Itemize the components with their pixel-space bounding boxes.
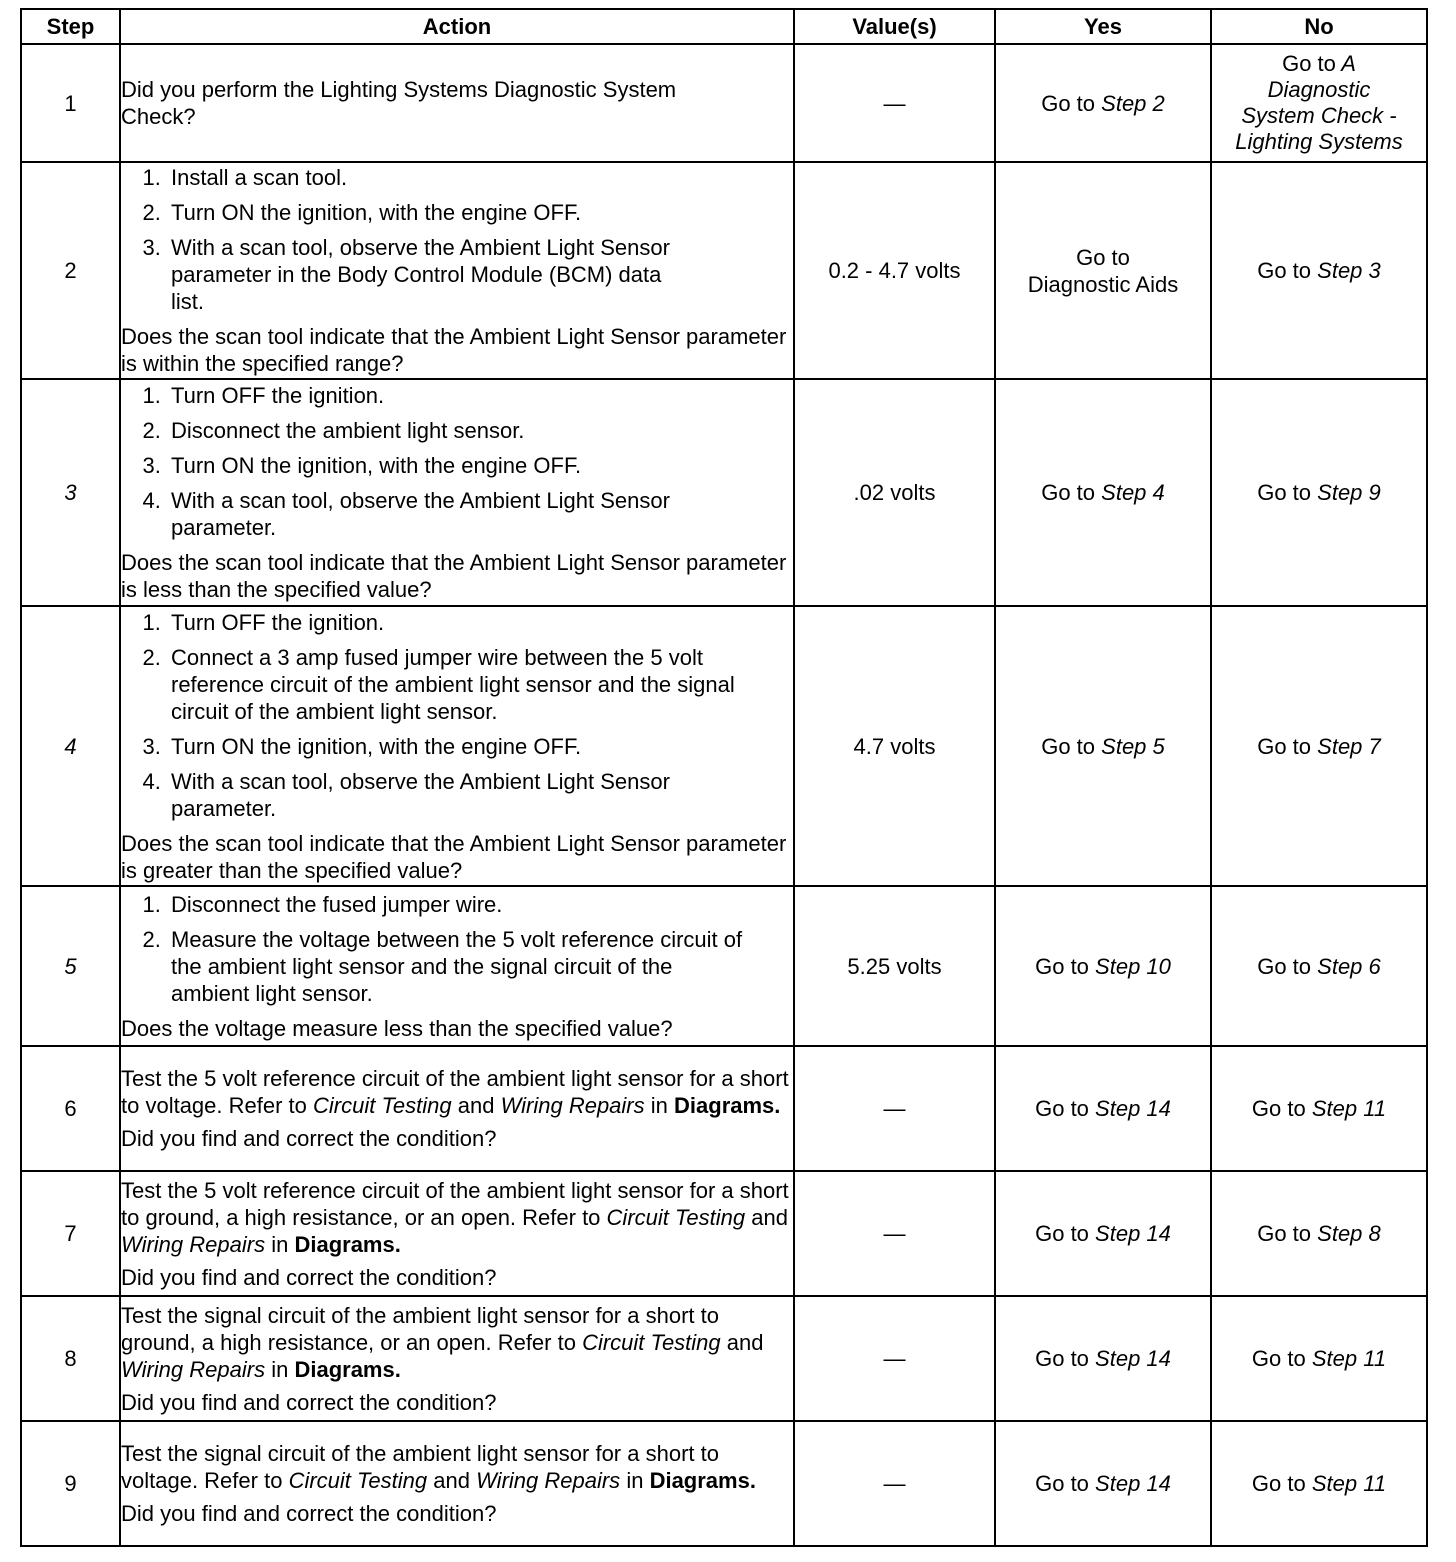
no-ref-line3: System Check - (1241, 103, 1397, 128)
table-row (21, 162, 1427, 379)
header-yes: Yes (995, 9, 1211, 44)
header-values: Value(s) (794, 9, 995, 44)
ref-diagrams: Diagrams. (294, 1356, 401, 1382)
ref-diagrams: Diagrams. (649, 1468, 756, 1493)
action-cell (120, 44, 794, 162)
header-row (21, 9, 1427, 44)
no-step-ref: Step 11 (1311, 1346, 1387, 1371)
yes-step-ref: Step 4 (1101, 480, 1165, 505)
step-number: 5 (21, 886, 120, 1046)
no-cell (1211, 606, 1427, 886)
step-number: 2 (21, 162, 120, 379)
ref-diagrams: Diagrams. (294, 1231, 401, 1257)
yes-cell (995, 1046, 1211, 1171)
go-to-label: Go to (1251, 1346, 1306, 1371)
go-to-label: Go to (1257, 480, 1312, 505)
action-text-main: Test the 5 volt reference circuit of the ambient light sensor for a short to voltage. Refer to (121, 1066, 789, 1118)
yes-step-ref: Step 14 (1095, 1346, 1171, 1371)
action-step-item: 1. Install a scan tool. (167, 164, 793, 191)
action-cell (120, 162, 794, 379)
action-step-item: 2. Connect a 3 amp fused jumper wire between the 5 volt reference circuit of the ambient light sensor and the signal circuit of the ambient light sensor. (167, 644, 793, 725)
no-ref-line1: A (1341, 51, 1356, 76)
diagnostic-table (20, 8, 1428, 1547)
yes-cell (995, 44, 1211, 162)
ref-and: and (726, 1329, 764, 1355)
go-to-label: Go to (1076, 244, 1130, 270)
action-question: Did you perform the Lighting Systems Diagnostic System Check? (121, 77, 677, 129)
value-cell: 4.7 volts (794, 606, 995, 886)
ref-circuit-testing: Circuit Testing (582, 1329, 721, 1355)
value-cell: — (794, 1421, 995, 1546)
action-step-item: 2. Disconnect the ambient light sensor. (167, 417, 793, 444)
go-to-label: Go to (1257, 733, 1312, 759)
no-step-ref: Step 7 (1317, 733, 1381, 759)
ref-wiring-repairs: Wiring Repairs (121, 1231, 266, 1257)
ref-in: in (650, 1093, 668, 1118)
go-to-label: Go to (1041, 90, 1096, 116)
ref-wiring-repairs: Wiring Repairs (476, 1468, 621, 1493)
value-cell: — (794, 1296, 995, 1421)
no-cell (1211, 1046, 1427, 1171)
table-row (21, 606, 1427, 886)
ref-in: in (626, 1468, 644, 1493)
yes-step-ref: Step 14 (1095, 1221, 1171, 1246)
action-text (121, 1177, 793, 1258)
go-to-label: Go to (1041, 480, 1096, 505)
action-text-main: Test the signal circuit of the ambient light sensor for a short to ground, a high resistance, or an open. Refer to (121, 1302, 719, 1355)
no-cell (1211, 379, 1427, 606)
action-question: Did you find and correct the condition? (121, 1264, 497, 1290)
ref-circuit-testing: Circuit Testing (313, 1093, 452, 1118)
action-cell (120, 606, 794, 886)
value-cell: — (794, 1046, 995, 1171)
go-to-label: Go to (1035, 953, 1089, 979)
action-question: Did you find and correct the condition? (121, 1501, 497, 1526)
go-to-label: Go to (1282, 51, 1336, 76)
go-to-label: Go to (1035, 1471, 1089, 1496)
value-cell: .02 volts (794, 379, 995, 606)
yes-step-ref: Step 14 (1095, 1471, 1171, 1496)
ref-and: and (751, 1204, 788, 1230)
ref-and: and (457, 1093, 495, 1118)
step-number: 4 (21, 606, 120, 886)
action-cell (120, 1046, 794, 1171)
action-cell (120, 886, 794, 1046)
no-ref-line4: Lighting Systems (1235, 129, 1403, 154)
yes-cell (995, 1421, 1211, 1546)
action-text (121, 1440, 793, 1494)
ref-circuit-testing: Circuit Testing (606, 1204, 746, 1230)
action-step-item: 1. Turn OFF the ignition. (167, 382, 793, 409)
go-to-label: Go to (1257, 258, 1312, 283)
no-cell (1211, 162, 1427, 379)
ref-diagrams: Diagrams. (674, 1093, 781, 1118)
step-number: 9 (21, 1421, 120, 1546)
step-number: 6 (21, 1046, 120, 1171)
action-question: Does the scan tool indicate that the Ambient Light Sensor parameter is within the specified range? (121, 324, 787, 376)
action-step-item: 3. Turn ON the ignition, with the engine OFF. (167, 733, 793, 760)
value-cell: — (794, 1171, 995, 1296)
yes-step-ref: Step 14 (1095, 1096, 1171, 1121)
table-row (21, 44, 1427, 162)
go-to-label: Go to (1035, 1096, 1089, 1121)
action-steps-list (121, 609, 793, 822)
go-to-label: Go to (1251, 1096, 1306, 1121)
no-step-ref: Step 6 (1317, 953, 1381, 979)
value-cell: 5.25 volts (794, 886, 995, 1046)
step-number: 8 (21, 1296, 120, 1421)
yes-step-ref: Step 2 (1101, 90, 1165, 116)
no-cell (1211, 1296, 1427, 1421)
go-to-label: Go to (1035, 1221, 1089, 1246)
action-step-item: 3. With a scan tool, observe the Ambient Light Sensor parameter in the Body Control Module (BCM) data list. (167, 234, 793, 315)
go-to-label: Go to (1035, 1346, 1089, 1371)
ref-and: and (433, 1468, 470, 1493)
no-ref-line2: Diagnostic (1267, 77, 1371, 102)
table-row (21, 1296, 1427, 1421)
no-step-ref: Step 9 (1317, 480, 1381, 505)
no-step-ref: Step 3 (1317, 258, 1381, 283)
go-to-label: Go to (1257, 953, 1312, 979)
ref-in: in (271, 1231, 289, 1257)
action-question: Does the voltage measure less than the specified value? (121, 1015, 673, 1041)
action-question: Does the scan tool indicate that the Ambient Light Sensor parameter is greater than the specified value? (121, 830, 787, 883)
action-step-item: 1. Disconnect the fused jumper wire. (167, 891, 793, 918)
ref-in: in (271, 1356, 289, 1382)
action-question: Does the scan tool indicate that the Ambient Light Sensor parameter is less than the specified value? (121, 550, 787, 602)
yes-step-ref: Step 10 (1095, 953, 1171, 979)
action-cell (120, 379, 794, 606)
action-question: Did you find and correct the condition? (121, 1126, 497, 1151)
no-step-ref: Step 11 (1311, 1096, 1387, 1121)
yes-ref: Diagnostic Aids (1027, 271, 1179, 297)
action-cell (120, 1421, 794, 1546)
action-text (121, 1302, 793, 1383)
table-row (21, 1171, 1427, 1296)
go-to-label: Go to (1041, 733, 1096, 759)
action-step-item: 3. Turn ON the ignition, with the engine OFF. (167, 452, 793, 479)
action-steps-list (121, 382, 793, 541)
yes-step-ref: Step 5 (1101, 733, 1165, 759)
no-cell (1211, 886, 1427, 1046)
table-row (21, 379, 1427, 606)
step-number: 7 (21, 1171, 120, 1296)
go-to-label: Go to (1257, 1221, 1312, 1246)
action-step-item: 1. Turn OFF the ignition. (167, 609, 793, 636)
yes-cell (995, 1171, 1211, 1296)
table-row (21, 886, 1427, 1046)
no-cell (1211, 1421, 1427, 1546)
no-cell (1211, 1171, 1427, 1296)
value-cell: — (794, 44, 995, 162)
ref-circuit-testing: Circuit Testing (288, 1468, 428, 1493)
header-action: Action (120, 9, 794, 44)
action-step-item: 2. Turn ON the ignition, with the engine OFF. (167, 199, 793, 226)
header-step: Step (21, 9, 120, 44)
action-question: Did you find and correct the condition? (121, 1389, 497, 1415)
no-step-ref: Step 11 (1311, 1471, 1387, 1496)
action-step-item: 2. Measure the voltage between the 5 volt reference circuit of the ambient light sensor and the signal circuit of the ambient light sensor. (167, 926, 793, 1007)
action-cell (120, 1296, 794, 1421)
header-no: No (1211, 9, 1427, 44)
ref-wiring-repairs: Wiring Repairs (500, 1093, 645, 1118)
action-steps-list (121, 891, 793, 1007)
table-row (21, 1046, 1427, 1171)
yes-cell (995, 886, 1211, 1046)
value-cell: 0.2 - 4.7 volts (794, 162, 995, 379)
action-cell (120, 1171, 794, 1296)
yes-cell (995, 606, 1211, 886)
step-number: 1 (21, 44, 120, 162)
yes-cell (995, 1296, 1211, 1421)
go-to-label: Go to (1251, 1471, 1306, 1496)
ref-wiring-repairs: Wiring Repairs (121, 1356, 266, 1382)
yes-cell (995, 162, 1211, 379)
action-text-main: Test the signal circuit of the ambient light sensor for a short to voltage. Refer to (121, 1441, 719, 1493)
action-text (121, 1065, 793, 1119)
action-step-item: 4. With a scan tool, observe the Ambient Light Sensor parameter. (167, 487, 793, 541)
no-cell (1211, 44, 1427, 162)
no-step-ref: Step 8 (1317, 1221, 1381, 1246)
yes-cell (995, 379, 1211, 606)
action-steps-list (121, 164, 793, 315)
action-text-main: Test the 5 volt reference circuit of the ambient light sensor for a short to ground, a high resistance, or an open. Refer to (121, 1177, 789, 1230)
action-step-item: 4. With a scan tool, observe the Ambient Light Sensor parameter. (167, 768, 793, 822)
table-row (21, 1421, 1427, 1546)
step-number: 3 (21, 379, 120, 606)
